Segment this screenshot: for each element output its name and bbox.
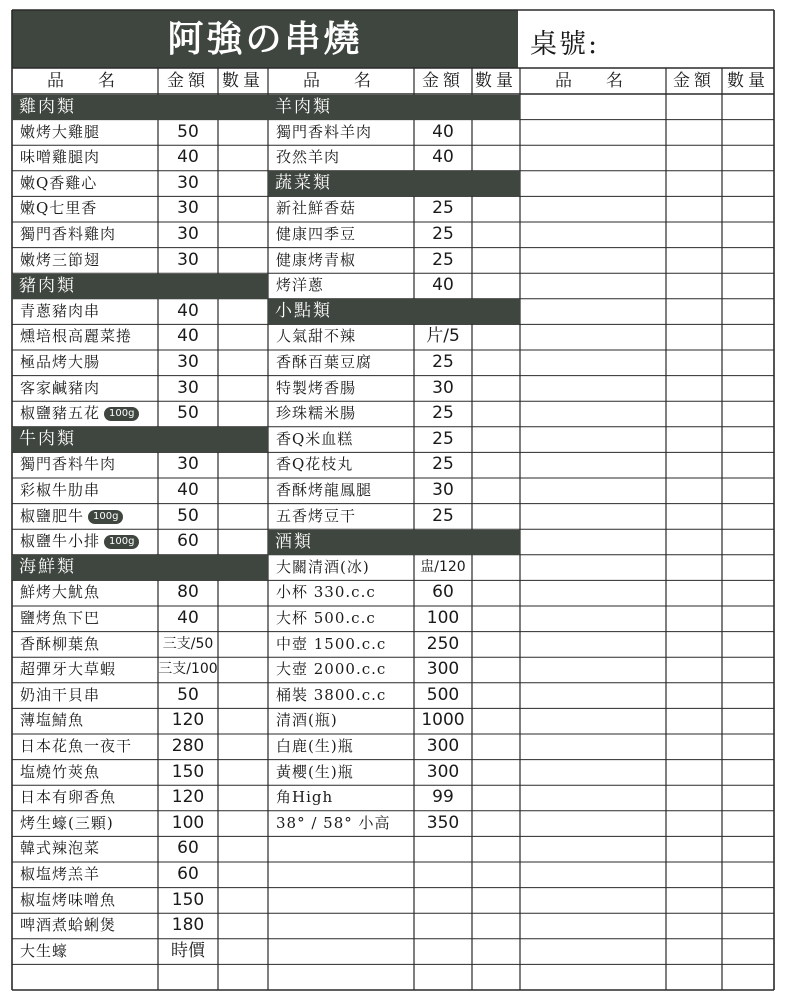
menu-item-name-text: 嫩Q七里香 (20, 199, 98, 218)
menu-item-price: 120 (171, 787, 205, 808)
quantity-cell[interactable] (722, 120, 774, 145)
quantity-cell[interactable] (722, 222, 774, 247)
menu-item-price: 25 (432, 352, 454, 372)
menu-item-name (20, 324, 132, 349)
menu-item-name (276, 452, 353, 477)
menu-item-name (20, 120, 100, 145)
menu-item-price: 25 (432, 428, 454, 449)
menu-item-name (276, 504, 356, 529)
menu-item-price: 40 (177, 608, 199, 628)
menu-item-price (414, 913, 472, 938)
quantity-cell[interactable] (722, 196, 774, 221)
menu-item-price: 150 (171, 889, 205, 910)
quantity-cell[interactable] (218, 606, 268, 631)
quantity-cell[interactable] (218, 120, 268, 145)
menu-item-price: 250 (426, 633, 460, 654)
quantity-cell[interactable] (218, 376, 268, 401)
menu-item-name (20, 580, 100, 605)
quantity-cell[interactable] (218, 324, 268, 349)
quantity-cell[interactable] (218, 504, 268, 529)
menu-item-name (276, 350, 372, 375)
menu-item-price (414, 888, 472, 913)
quantity-cell[interactable] (722, 452, 774, 477)
header-name-1: 品名 (47, 71, 149, 91)
menu-item-price: 30 (177, 224, 199, 244)
menu-item-name (20, 529, 139, 554)
menu-item-price: 三支/50 (162, 635, 214, 652)
menu-item-name-text: 燻培根高麗菜捲 (20, 327, 133, 346)
quantity-cell[interactable] (722, 350, 774, 375)
menu-item-name-text: 椒鹽豬五花 (20, 404, 101, 423)
menu-item-price: 280 (171, 736, 205, 756)
menu-item-name-text: 大壺 2000.c.c (276, 660, 387, 679)
quantity-cell[interactable] (218, 913, 268, 938)
menu-item-price: 30 (177, 377, 199, 398)
category-band (12, 274, 268, 299)
menu-item-price: 99 (432, 787, 454, 808)
menu-item-name (276, 760, 354, 785)
quantity-cell[interactable] (472, 478, 520, 503)
menu-item-price: 60 (432, 582, 454, 603)
menu-item-price: 350 (426, 812, 460, 833)
menu-item-name (20, 785, 116, 810)
quantity-cell[interactable] (472, 939, 520, 964)
menu-item-name (20, 452, 116, 477)
quantity-cell[interactable] (722, 606, 774, 631)
menu-item-name (20, 196, 97, 221)
category-label: 酒類 (275, 531, 313, 552)
menu-item-name (20, 683, 100, 708)
quantity-cell[interactable] (722, 760, 774, 785)
menu-item-price: 25 (432, 505, 454, 526)
menu-item-name (276, 478, 372, 503)
menu-item-name-text: 嫩烤大雞腿 (20, 122, 101, 141)
quantity-cell[interactable] (218, 708, 268, 733)
menu-item-price: 40 (177, 147, 199, 168)
quantity-cell[interactable] (218, 222, 268, 247)
menu-item-price: 60 (177, 531, 199, 552)
menu-item-price: 100 (426, 608, 460, 628)
quantity-cell[interactable] (722, 94, 774, 119)
category-label: 小點類 (275, 301, 332, 322)
quantity-cell[interactable] (218, 171, 268, 196)
menu-item-name-text: 椒塩烤羔羊 (20, 865, 101, 883)
menu-item-name-text: 大生蠔 (20, 941, 69, 960)
menu-item-name-text: 大關清酒(冰) (276, 557, 370, 576)
header-price-2: 金額 (422, 71, 464, 91)
quantity-cell[interactable] (722, 683, 774, 708)
quantity-cell[interactable] (218, 862, 268, 887)
menu-item-price: 25 (432, 198, 454, 219)
quantity-cell[interactable] (218, 529, 268, 554)
menu-item-name (276, 196, 356, 221)
menu-item-name (20, 171, 97, 196)
quantity-cell[interactable] (472, 964, 520, 989)
menu-item-name-text: 啤酒煮蛤蜊煲 (20, 916, 117, 935)
menu-item-name-text: 清酒(瓶) (276, 711, 338, 730)
menu-item-name-text: 五香烤豆干 (276, 506, 357, 525)
menu-item-name-text: 極品烤大腸 (20, 353, 101, 371)
category-band (268, 171, 520, 196)
quantity-cell[interactable] (722, 939, 774, 964)
category-label: 雞肉類 (19, 96, 76, 117)
quantity-cell[interactable] (218, 580, 268, 605)
menu-item-name-text: 健康烤青椒 (276, 250, 357, 269)
menu-item-name-text: 珍珠糯米腸 (276, 404, 357, 423)
quantity-cell[interactable] (218, 760, 268, 785)
quantity-cell[interactable] (722, 785, 774, 810)
quantity-cell[interactable] (218, 350, 268, 375)
quantity-cell[interactable] (218, 401, 268, 426)
quantity-cell[interactable] (722, 913, 774, 938)
quantity-cell[interactable] (472, 196, 520, 221)
menu-item-price: 100 (171, 812, 205, 833)
menu-item-name-text: 鮮烤大魷魚 (20, 583, 101, 602)
quantity-cell[interactable] (218, 888, 268, 913)
quantity-cell[interactable] (218, 811, 268, 836)
quantity-cell[interactable] (218, 299, 268, 324)
menu-item-price: 80 (177, 582, 199, 603)
menu-item-name-text: 香酥柳葉魚 (20, 634, 101, 653)
quantity-cell[interactable] (722, 657, 774, 682)
menu-item-price: 30 (177, 172, 199, 193)
quantity-cell[interactable] (218, 836, 268, 861)
menu-item-name (276, 273, 324, 298)
menu-item-name (20, 350, 100, 375)
menu-item-price: 1000 (421, 710, 465, 731)
menu-item-name (276, 657, 386, 682)
menu-item-price: 50 (177, 403, 199, 424)
menu-item-price: 25 (432, 224, 454, 244)
menu-item-name-text: 彩椒牛肋串 (20, 481, 101, 499)
header-price-3: 金額 (673, 71, 715, 91)
menu-item-name (276, 785, 333, 810)
quantity-cell[interactable] (722, 376, 774, 401)
quantity-cell[interactable] (218, 196, 268, 221)
category-label: 羊肉類 (275, 96, 332, 117)
menu-item-name-text: 獨門香料羊肉 (276, 122, 373, 141)
menu-item-name (20, 811, 114, 836)
menu-item-name-text: 椒鹽肥牛 (20, 506, 85, 525)
menu-item-price (414, 964, 472, 989)
quantity-cell[interactable] (472, 580, 520, 605)
menu-item-name (276, 401, 356, 426)
menu-item-name (276, 145, 340, 170)
menu-item-name (276, 427, 353, 452)
menu-item-price: 30 (177, 352, 199, 372)
quantity-cell[interactable] (218, 145, 268, 170)
menu-item-price: 片/5 (426, 326, 460, 347)
menu-item-name (276, 324, 356, 349)
menu-item-price: 40 (177, 326, 199, 347)
menu-item-price: 40 (432, 147, 454, 168)
menu-item-name-text: 白鹿(生)瓶 (276, 737, 354, 755)
category-label: 牛肉類 (19, 429, 76, 450)
quantity-cell[interactable] (218, 964, 268, 989)
quantity-cell[interactable] (218, 939, 268, 964)
menu-item-name-text: 獨門香料雞肉 (20, 225, 117, 243)
menu-item-price: 30 (177, 198, 199, 219)
restaurant-title: 阿強の串燒 (167, 18, 363, 60)
header-qty-1: 數量 (222, 71, 264, 91)
menu-item-name-text: 韓式辣泡菜 (20, 839, 101, 858)
quantity-cell[interactable] (472, 913, 520, 938)
quantity-cell[interactable] (218, 734, 268, 759)
quantity-cell[interactable] (472, 504, 520, 529)
quantity-cell[interactable] (722, 401, 774, 426)
category-label: 蔬菜類 (275, 173, 332, 194)
menu-item-price (414, 939, 472, 964)
quantity-cell[interactable] (472, 427, 520, 452)
menu-item-name-text: 大杯 500.c.c (276, 609, 376, 627)
quantity-cell[interactable] (722, 145, 774, 170)
header-price-1: 金額 (167, 71, 209, 91)
menu-item-name-text: 獨門香料牛肉 (20, 455, 117, 474)
weight-badge: 100g (104, 407, 139, 421)
menu-item-name-text: 香酥烤龍鳳腿 (276, 481, 373, 499)
menu-item-price: 25 (432, 454, 454, 475)
menu-item-name-text: 孜然羊肉 (276, 148, 341, 167)
quantity-cell[interactable] (472, 120, 520, 145)
menu-item-name (20, 888, 116, 913)
quantity-cell[interactable] (472, 760, 520, 785)
menu-item-name (20, 760, 100, 785)
menu-item-price: 120 (171, 710, 205, 731)
menu-item-price: 時價 (171, 940, 205, 961)
menu-item-price: 50 (177, 505, 199, 526)
header-name-2: 品名 (303, 71, 405, 91)
menu-item-price: 30 (177, 249, 199, 270)
menu-item-name-text: 奶油干貝串 (20, 685, 101, 704)
menu-item-name (20, 606, 100, 631)
quantity-cell[interactable] (472, 657, 520, 682)
menu-item-name-text: 椒鹽牛小排 (20, 532, 101, 551)
menu-item-name-text: 香Q花枝丸 (276, 455, 354, 474)
menu-item-name (20, 248, 100, 273)
quantity-cell[interactable] (472, 350, 520, 375)
menu-item-name-text: 健康四季豆 (276, 225, 357, 243)
menu-item-price: 40 (432, 121, 454, 142)
menu-item-name (20, 376, 100, 401)
menu-item-name-text: 超彈牙大草蝦 (20, 660, 117, 679)
menu-item-name (20, 299, 100, 324)
menu-item-name (20, 504, 123, 529)
menu-item-name (20, 222, 116, 247)
menu-item-price: 30 (432, 377, 454, 398)
menu-item-name-text: 桶裝 3800.c.c (276, 685, 387, 704)
menu-item-price: 60 (177, 838, 199, 859)
category-band (12, 95, 268, 120)
menu-item-name-text: 小杯 330.c.c (276, 583, 376, 602)
quantity-cell[interactable] (722, 811, 774, 836)
menu-item-name (20, 657, 116, 682)
quantity-cell[interactable] (472, 836, 520, 861)
quantity-cell[interactable] (722, 888, 774, 913)
quantity-cell[interactable] (722, 273, 774, 298)
menu-item-name-text: 日本花魚一夜干 (20, 737, 133, 755)
quantity-cell[interactable] (472, 683, 520, 708)
menu-item-name-text: 黃櫻(生)瓶 (276, 762, 354, 781)
quantity-cell[interactable] (722, 708, 774, 733)
quantity-cell[interactable] (472, 862, 520, 887)
menu-item-name-text: 嫩Q香雞心 (20, 173, 98, 192)
quantity-cell[interactable] (472, 606, 520, 631)
menu-item-price (158, 964, 218, 989)
menu-item-name-text: 香Q米血糕 (276, 429, 354, 448)
menu-item-name-text: 青蔥豬肉串 (20, 301, 101, 320)
menu-item-price: 180 (171, 915, 205, 936)
category-band (268, 299, 520, 324)
quantity-cell[interactable] (472, 248, 520, 273)
menu-item-price: 50 (177, 684, 199, 705)
menu-item-price: 300 (426, 761, 460, 782)
menu-item-price (414, 836, 472, 861)
quantity-cell[interactable] (472, 632, 520, 657)
quantity-cell[interactable] (722, 632, 774, 657)
menu-item-price: 30 (177, 454, 199, 475)
menu-item-name (20, 401, 139, 426)
menu-item-name-text: 新社鮮香菇 (276, 199, 357, 218)
menu-item-name (20, 145, 100, 170)
menu-item-name (276, 606, 376, 631)
quantity-cell[interactable] (472, 273, 520, 298)
quantity-cell[interactable] (218, 785, 268, 810)
category-band (268, 95, 520, 120)
menu-item-name-text: 嫩烤三節翅 (20, 250, 101, 269)
menu-item-price: 40 (177, 300, 199, 321)
menu-item-name-text: 椒塩烤味噌魚 (20, 890, 117, 909)
quantity-cell[interactable] (722, 299, 774, 324)
menu-item-price: 300 (426, 736, 460, 756)
menu-item-name (20, 734, 132, 759)
header-qty-2: 數量 (475, 71, 517, 91)
quantity-cell[interactable] (218, 632, 268, 657)
menu-item-name-text: 人氣甜不辣 (276, 327, 357, 346)
quantity-cell[interactable] (472, 708, 520, 733)
quantity-cell[interactable] (722, 248, 774, 273)
menu-item-price: 三支/100 (158, 661, 218, 678)
menu-item-price: 25 (432, 403, 454, 424)
menu-item-name-text: 鹽烤魚下巴 (20, 609, 101, 627)
menu-item-price: 25 (432, 249, 454, 270)
menu-item-name-text: 烤生蠔(三顆) (20, 813, 114, 832)
quantity-cell[interactable] (722, 504, 774, 529)
category-label: 海鮮類 (19, 557, 76, 578)
quantity-cell[interactable] (472, 888, 520, 913)
weight-badge: 100g (88, 510, 123, 524)
menu-item-price: 40 (432, 275, 454, 296)
quantity-cell[interactable] (722, 427, 774, 452)
menu-item-name-text: 客家鹹豬肉 (20, 378, 101, 397)
menu-item-name (20, 862, 100, 887)
menu-item-name-text: 香酥百葉豆腐 (276, 353, 373, 371)
menu-item-name (276, 222, 356, 247)
quantity-cell[interactable] (472, 555, 520, 580)
quantity-cell[interactable] (218, 657, 268, 682)
menu-item-price: 40 (177, 480, 199, 500)
menu-item-price: 50 (177, 121, 199, 142)
quantity-cell[interactable] (722, 836, 774, 861)
quantity-cell[interactable] (722, 862, 774, 887)
menu-item-name (276, 120, 372, 145)
quantity-cell[interactable] (722, 171, 774, 196)
menu-item-name (276, 248, 356, 273)
menu-item-name (276, 683, 386, 708)
quantity-cell[interactable] (472, 785, 520, 810)
menu-item-name (276, 555, 370, 580)
quantity-cell[interactable] (472, 324, 520, 349)
quantity-cell[interactable] (472, 376, 520, 401)
quantity-cell[interactable] (472, 145, 520, 170)
menu-item-price: 500 (426, 684, 460, 705)
header-name-3: 品名 (555, 71, 657, 91)
quantity-cell[interactable] (472, 734, 520, 759)
menu-item-name (20, 939, 68, 964)
menu-item-name-text: 塩燒竹莢魚 (20, 762, 101, 781)
menu-item-name (276, 580, 376, 605)
menu-item-price: 盅/120 (420, 558, 466, 575)
table-number-label: 桌號: (530, 29, 600, 60)
menu-item-name (276, 632, 386, 657)
quantity-cell[interactable] (722, 478, 774, 503)
menu-item-name-text: 日本有卵香魚 (20, 788, 117, 807)
category-band (12, 555, 268, 580)
menu-item-name-text: 味噌雞腿肉 (20, 148, 101, 167)
header-qty-3: 數量 (727, 71, 769, 91)
quantity-cell[interactable] (722, 734, 774, 759)
quantity-cell[interactable] (722, 324, 774, 349)
menu-item-price: 150 (171, 761, 205, 782)
menu-item-name-text: 烤洋蔥 (276, 276, 325, 295)
menu-item-name (20, 478, 100, 503)
quantity-cell[interactable] (218, 452, 268, 477)
menu-item-name-text: 角High (276, 788, 334, 807)
quantity-cell[interactable] (218, 248, 268, 273)
quantity-cell[interactable] (472, 452, 520, 477)
category-label: 豬肉類 (19, 275, 76, 296)
quantity-cell[interactable] (722, 529, 774, 554)
quantity-cell[interactable] (472, 811, 520, 836)
menu-item-name (276, 811, 391, 836)
quantity-cell[interactable] (722, 964, 774, 989)
quantity-cell[interactable] (722, 580, 774, 605)
category-band (12, 427, 268, 452)
menu-item-name-text: 薄塩鯖魚 (20, 711, 85, 730)
menu-item-name (20, 913, 116, 938)
menu-item-name (20, 836, 100, 861)
menu-item-name-text: 中壺 1500.c.c (276, 634, 387, 653)
quantity-cell[interactable] (472, 222, 520, 247)
quantity-cell[interactable] (472, 401, 520, 426)
menu-item-price: 30 (432, 480, 454, 500)
menu-item-price (414, 862, 472, 887)
menu-item-price: 300 (426, 659, 460, 680)
menu-item-name (20, 632, 100, 657)
quantity-cell[interactable] (218, 683, 268, 708)
weight-badge: 100g (104, 535, 139, 549)
quantity-cell[interactable] (218, 478, 268, 503)
menu-item-price: 60 (177, 864, 199, 884)
category-band (268, 530, 520, 555)
menu-item-name (276, 734, 354, 759)
menu-item-name (276, 708, 338, 733)
menu-item-name (276, 376, 356, 401)
menu-item-name-text: 38° / 58° 小高 (276, 813, 391, 832)
menu-item-name-text: 特製烤香腸 (276, 378, 357, 397)
quantity-cell[interactable] (722, 555, 774, 580)
menu-item-name (20, 708, 84, 733)
